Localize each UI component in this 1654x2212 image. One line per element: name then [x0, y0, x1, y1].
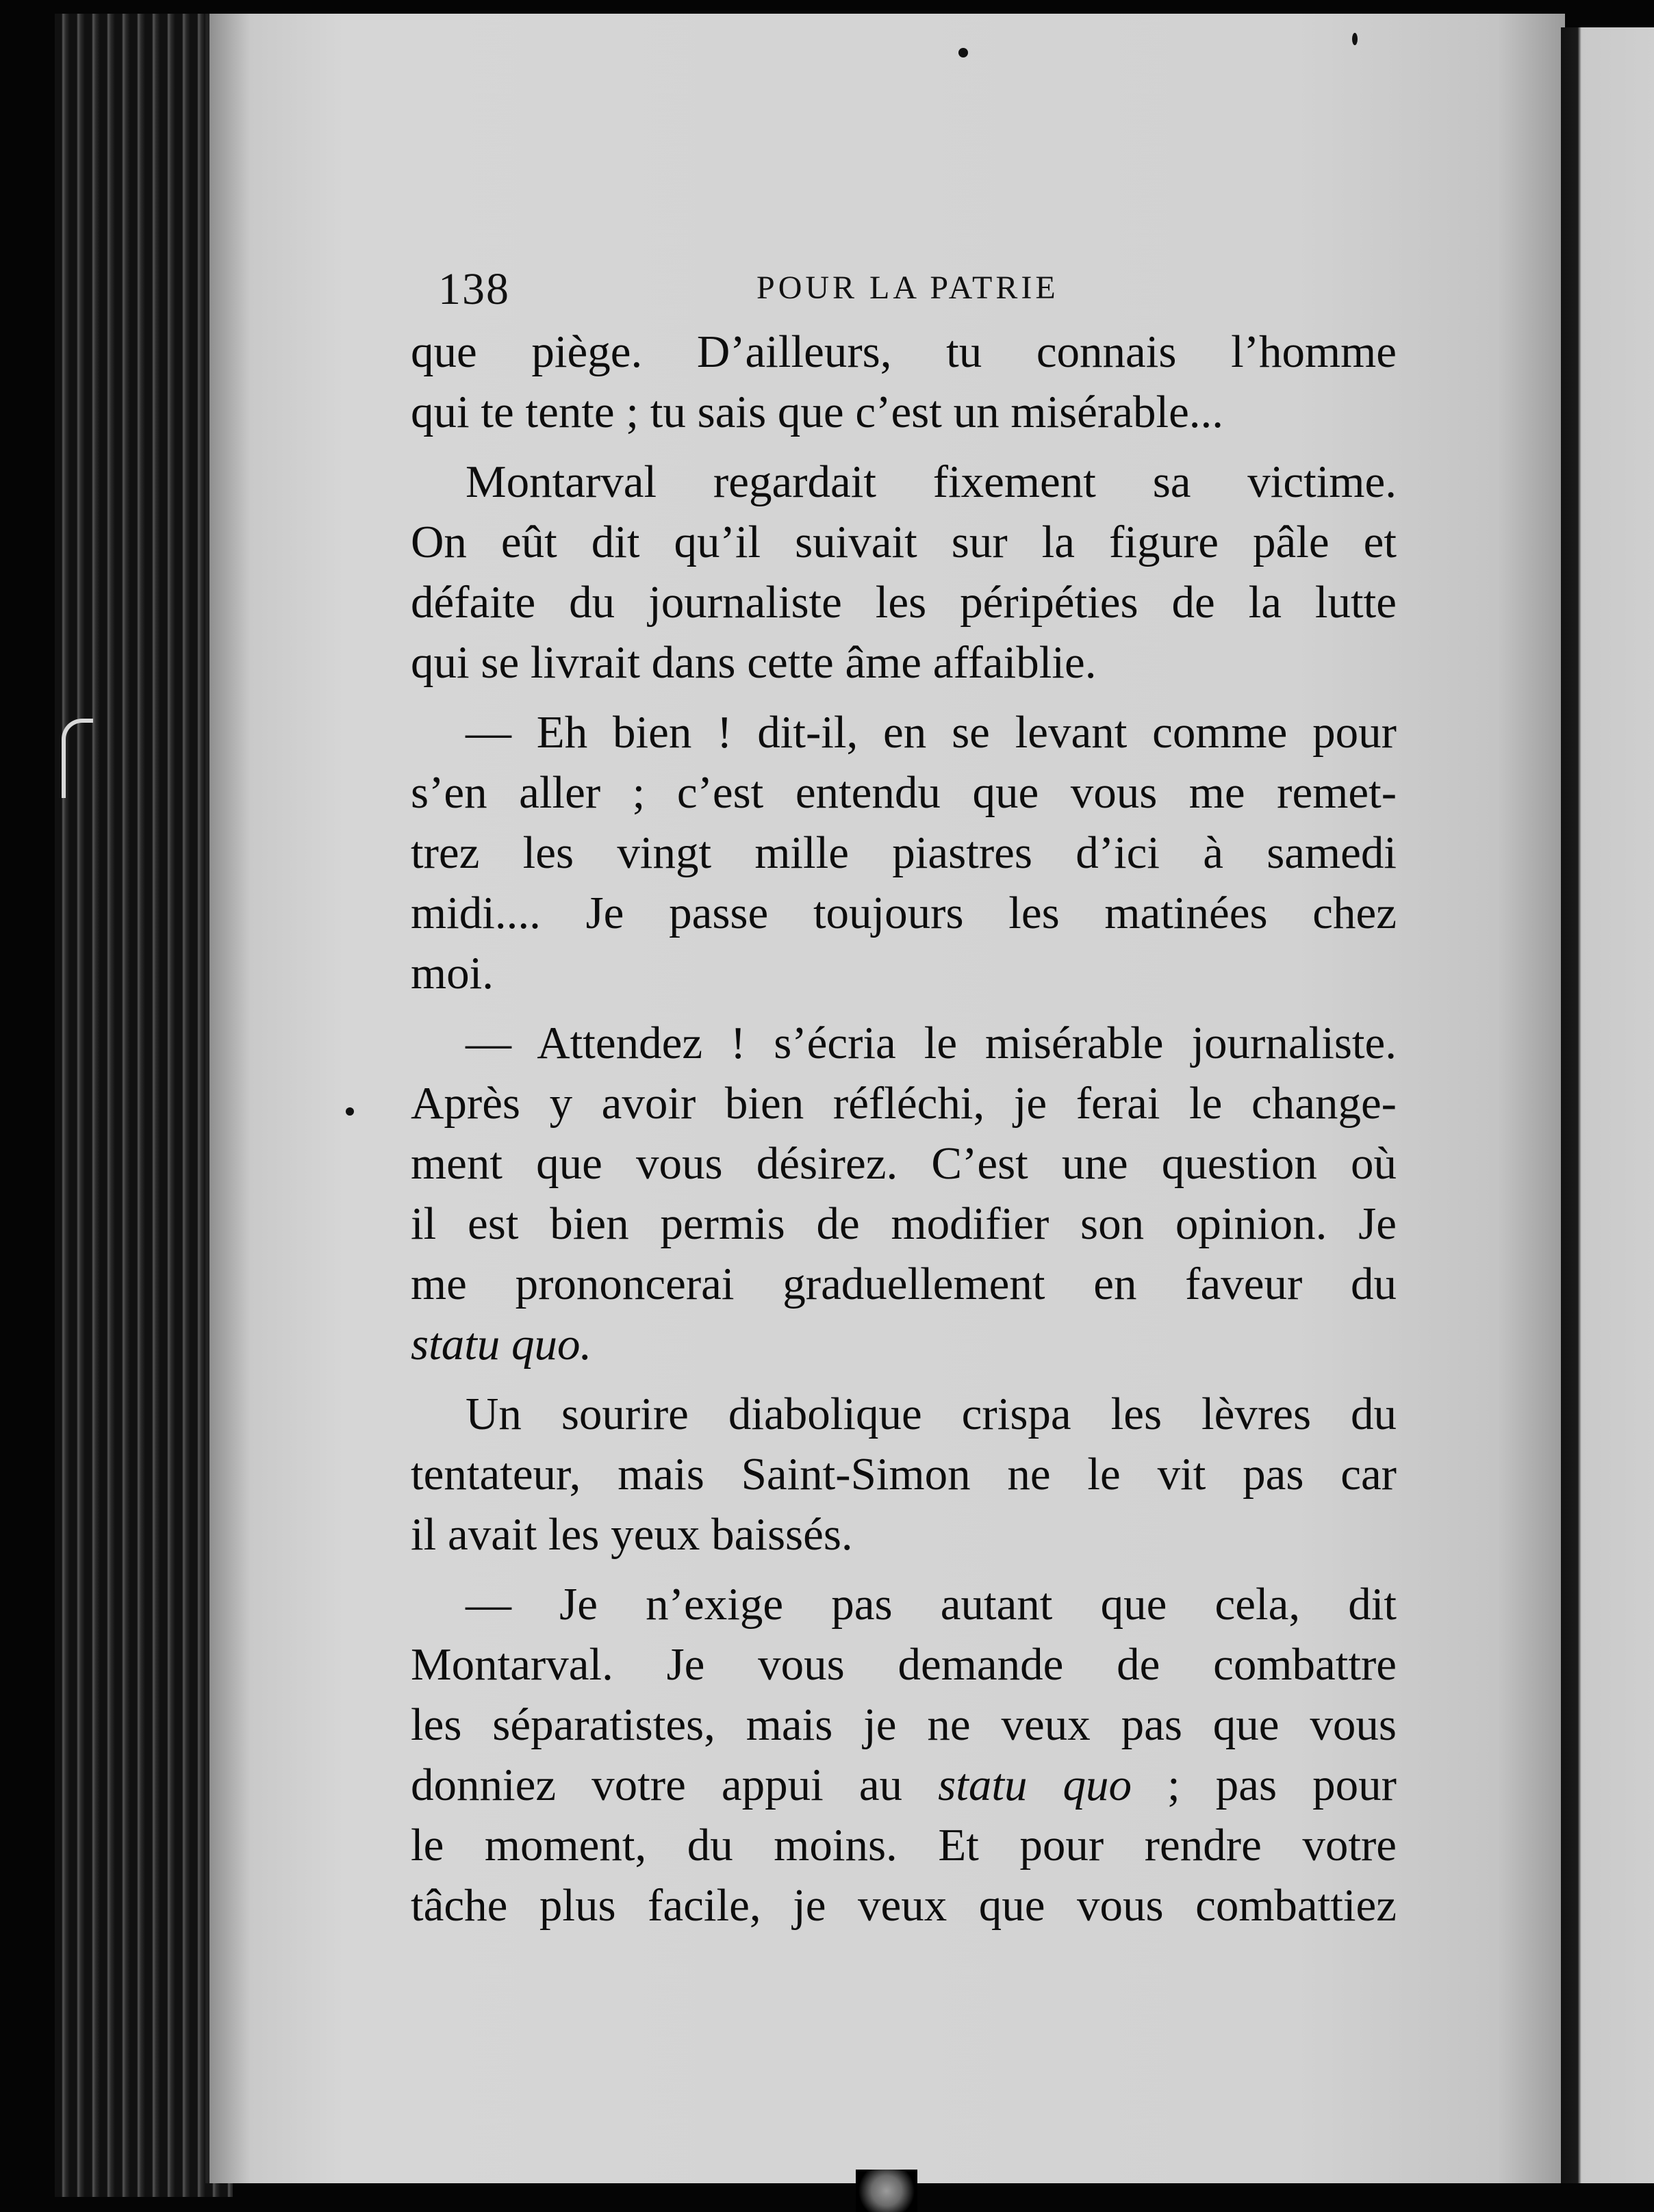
paragraph-gap	[411, 693, 1397, 702]
text-line: il est bien permis de modifier son opinion. Je	[411, 1198, 1397, 1249]
text-line: les séparatistes, mais je ne veux pas que vous	[411, 1699, 1397, 1750]
text-line: tentateur, mais Saint-Simon ne le vit pas car	[411, 1449, 1397, 1500]
text-line: qui te tente ; tu sais que c’est un misérable...	[411, 387, 1224, 437]
body-text	[411, 322, 1397, 1936]
text-line: midi.... Je passe toujours les matinées chez	[411, 888, 1397, 938]
text-line: statu quo.	[411, 1319, 592, 1369]
paragraph-gap	[411, 1565, 1397, 1574]
text-line: Un sourire diabolique crispa les lèvres du	[466, 1389, 1397, 1439]
book-title: POUR LA PATRIE	[756, 270, 1059, 306]
text-line: — Je n’exige pas autant que cela, dit	[466, 1579, 1397, 1630]
paragraph-gap	[411, 442, 1397, 452]
text-line: ment que vous désirez. C’est une question où	[411, 1138, 1397, 1189]
text-line: — Attendez ! s’écria le misérable journaliste.	[466, 1018, 1397, 1068]
text-line: Après y avoir bien réfléchi, je ferai le change-	[411, 1078, 1397, 1129]
text-line: que piège. D’ailleurs, tu connais l’homme	[411, 326, 1397, 377]
text-line: moi.	[411, 948, 494, 999]
text-line: Montarval. Je vous demande de combattre	[411, 1639, 1397, 1690]
text-line: me prononcerai graduellement en faveur du	[411, 1259, 1397, 1309]
text-line: donniez votre appui au statu quo ; pas pour	[411, 1760, 1397, 1810]
text-line: trez les vingt mille piastres d’ici à samedi	[411, 827, 1397, 878]
speck	[958, 48, 968, 57]
text-line: tâche plus facile, je veux que vous combattiez	[411, 1880, 1397, 1931]
paragraph-gap	[411, 1003, 1397, 1013]
speck	[1352, 33, 1358, 45]
text-line: On eût dit qu’il suivait sur la figure pâle et	[411, 517, 1397, 567]
italic-phrase: statu quo	[938, 1760, 1132, 1810]
text-line: le moment, du moins. Et pour rendre votre	[411, 1820, 1397, 1870]
gutter-mark	[62, 719, 93, 798]
facing-page-strip	[1561, 27, 1654, 2183]
page-number: 138	[438, 264, 510, 314]
bottom-stain	[856, 2170, 917, 2212]
text-line: qui se livrait dans cette âme affaiblie.	[411, 637, 1097, 688]
paragraph-gap	[411, 1374, 1397, 1384]
text-line: s’en aller ; c’est entendu que vous me remet-	[411, 767, 1397, 818]
text-line: — Eh bien ! dit-il, en se levant comme pour	[466, 707, 1397, 758]
text-line: défaite du journaliste les péripéties de la lutte	[411, 577, 1397, 628]
text-line: il avait les yeux baissés.	[411, 1509, 853, 1560]
running-head	[438, 263, 1410, 316]
speck	[346, 1107, 354, 1116]
text-line: Montarval regardait fixement sa victime.	[466, 456, 1397, 507]
